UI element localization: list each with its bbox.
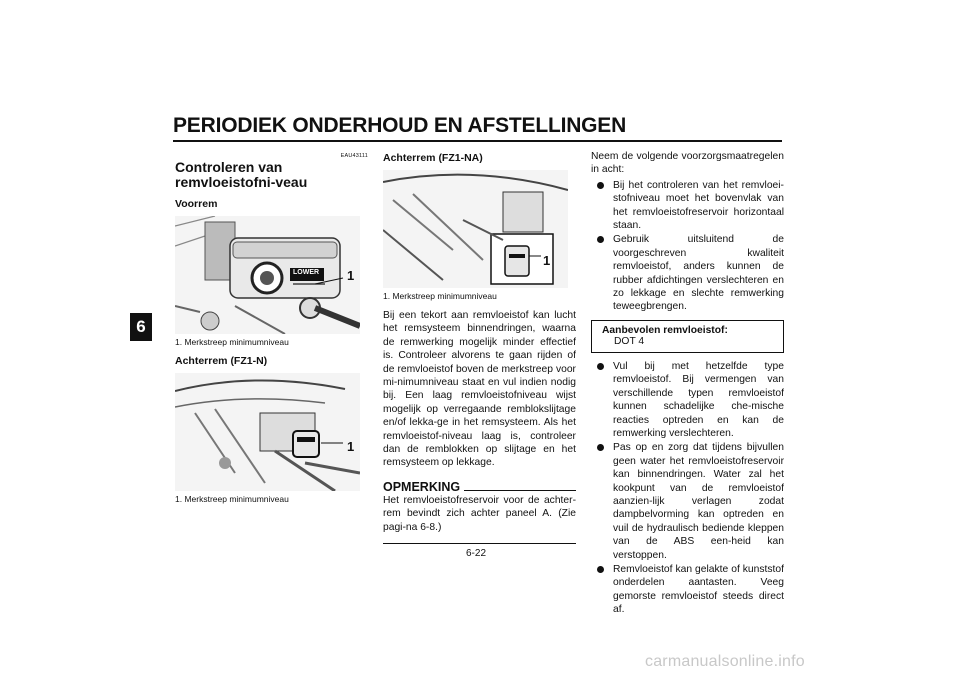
callout-number: 1 xyxy=(347,268,355,283)
front-brake-caption: 1. Merkstreep minimumniveau xyxy=(175,337,289,347)
note-rule xyxy=(464,490,576,491)
rear-brake-n-caption: 1. Merkstreep minimumniveau xyxy=(175,494,289,504)
column-1 xyxy=(175,150,368,512)
bullet-icon xyxy=(597,566,604,573)
brake-fluid-paragraph: Bij een tekort aan remvloeistof kan lucht het remsysteem binnendringen, waarna de remwerking mogelijk minder effectief is. Controleer alvorens te gaan rijden of de remvloeistof boven de merkstreep voor mi-nimumniveau staat en vul indien nodig bij. Een laag remvloeistofniveau wijst mogelijk op verregaande remblokslijtage en/of lekka-ge in het remsysteem. Als het remvloeistof-niveau laag is, controleer dan de remblokken op slijtage en het remsysteem op lekkage. xyxy=(383,310,576,469)
note-text: Het remvloeistofreservoir voor de achter-rem bevindt zich achter paneel A. (Zie pagi-na 6-8.) xyxy=(383,494,576,533)
recommended-fluid-box xyxy=(591,320,784,353)
note-header xyxy=(383,480,576,494)
chapter-tab: 6 xyxy=(130,313,152,341)
bullet-icon xyxy=(597,236,604,243)
rear-brake-na-photo xyxy=(383,170,568,288)
note-end-rule xyxy=(383,543,576,544)
reservoir-lower-mark: LOWER xyxy=(293,269,320,276)
rear-brake-na-heading: Achterrem (FZ1-NA) xyxy=(383,152,483,164)
list-item: Gebruik uitsluitend de voorgeschreven kwaliteit remvloeistof, anders kunnen de rubber afdichtingen verslechteren en zo lekkage en slechte remwerking teweegbrengen. xyxy=(591,233,784,313)
list-item: Remvloeistof kan gelakte of kunststof onderdelen aantasten. Veeg gemorste remvloeistof steeds direct af. xyxy=(591,563,784,617)
rear-brake-na-caption: 1. Merkstreep minimumniveau xyxy=(383,291,497,301)
section-code: EAU43111 xyxy=(340,153,368,159)
front-brake-photo xyxy=(175,216,360,334)
bullet-icon xyxy=(597,363,604,370)
list-item: Pas op en zorg dat tijdens bijvullen geen water het remvloeistofreservoir kan binnendringen. Water zal het kookpunt van de remvloeistof aanzien-lijk verlagen zodat dampbelvorming kan optreden en vuil de hydraulisch bediende kleppen van de ABS een-heid kan verstoppen. xyxy=(591,441,784,562)
recommended-fluid-value: DOT 4 xyxy=(614,335,645,347)
column-3 xyxy=(591,150,784,618)
list-item: Bij het controleren van het remvloei-stofniveau moet het bovenvlak van het remvloeistofreservoir horizontaal staan. xyxy=(591,179,784,233)
page-number: 6-22 xyxy=(466,548,487,559)
recommended-fluid-label: Aanbevolen remvloeistof: xyxy=(602,324,728,336)
rear-brake-n-photo xyxy=(175,373,360,491)
header-rule xyxy=(173,140,782,142)
rear-brake-n-heading: Achterrem (FZ1-N) xyxy=(175,355,268,367)
column-2 xyxy=(383,150,576,544)
callout-number: 1 xyxy=(543,253,551,268)
section-title: Controleren van remvloeistofni-veau xyxy=(175,159,308,190)
front-brake-heading: Voorrem xyxy=(175,198,218,210)
bullet-icon xyxy=(597,182,604,189)
precautions-list-a xyxy=(591,179,784,314)
callout-number: 1 xyxy=(347,439,355,454)
watermark: carmanualsonline.info xyxy=(645,653,805,670)
precautions-intro: Neem de volgende voorzorgsmaatregelen in acht: xyxy=(591,151,784,176)
page-header-title: PERIODIEK ONDERHOUD EN AFSTELLINGEN xyxy=(173,114,627,137)
bullet-icon xyxy=(597,444,604,451)
list-item: Vul bij met hetzelfde type remvloeistof. Bij vermengen van verschillende typen remvloeistof kunnen schadelijke che-mische reacties optreden en kan de remwerking verslechteren. xyxy=(591,360,784,440)
note-title: OPMERKING xyxy=(383,479,461,494)
precautions-list-b xyxy=(591,360,784,617)
